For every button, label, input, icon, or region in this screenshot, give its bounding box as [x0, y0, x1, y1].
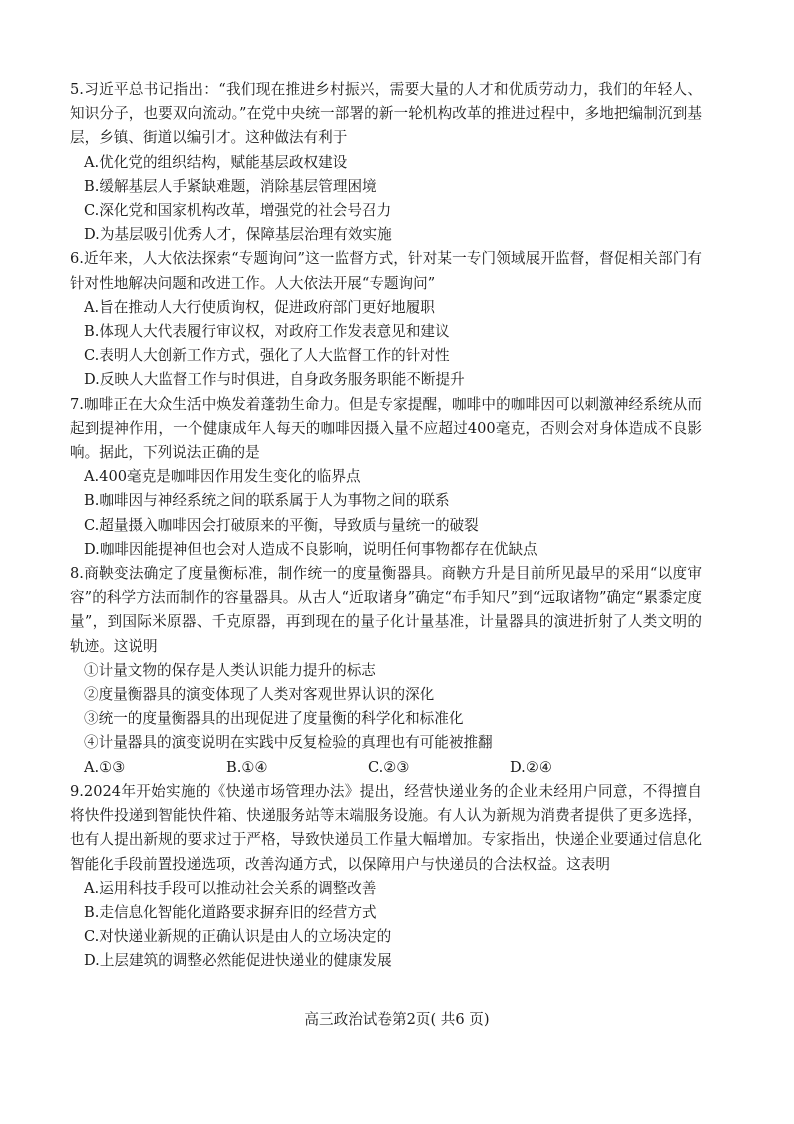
statement-2: ②度量衡器具的演变体现了人类对客观世界认识的深化: [84, 686, 435, 704]
option-b: B.咖啡因与神经系统之间的联系属于人为事物之间的联系: [84, 492, 450, 510]
option-c: C.表明人大创新工作方式，强化了人大监督工作的针对性: [84, 347, 450, 365]
option-a: A.400毫克是咖啡因作用发生变化的临界点: [84, 468, 361, 486]
question-6: [70, 247, 702, 392]
option-a: A.运用科技手段可以推动社会关系的调整改善: [84, 879, 377, 897]
option-b: B.①④: [226, 758, 268, 776]
option-a: A.①③: [84, 758, 126, 776]
option-b: B.走信息化智能化道路要求摒弃旧的经营方式: [84, 903, 377, 921]
option-c: C.深化党和国家机构改革，增强党的社会号召力: [84, 202, 392, 220]
option-c: C.②③: [368, 758, 410, 776]
option-d: D.反映人大监督工作与时俱进，自身政务服务职能不断提升: [84, 371, 465, 389]
question-7: [70, 393, 702, 562]
statement-3: ③统一的度量衡器具的出现促进了度量衡的科学化和标准化: [84, 710, 464, 728]
option-b: B.缓解基层人手紧缺难题，消除基层管理困境: [84, 177, 377, 195]
option-row: [70, 756, 702, 780]
statement-1: ①计量文物的保存是人类认识能力提升的标志: [84, 661, 376, 679]
question-stem: 8.商鞅变法确定了度量衡标准，制作统一的度量衡器具。商鞅方升是目前所见最早的采用“以度审容”的科学方法而制作的容量器具。从古人“近取诸身”确定“布手知尺”到“远取诸物”确定“累黍定度量”，到国际米原器、千克原器，再到现在的量子化计量基准，计量器具的演进折射了人类文明的轨迹。这说明: [70, 565, 702, 655]
question-stem: 5.习近平总书记指出：“我们现在推进乡村振兴，需要大量的人才和优质劳动力，我们的年轻人、知识分子，也要双向流动。”在党中央统一部署的新一轮机构改革的推进过程中，多地把编制沉到基层，乡镇、街道以编引才。这种做法有利于: [70, 81, 702, 147]
option-a: A.优化党的组织结构，赋能基层政权建设: [84, 153, 348, 171]
page-footer: 高三政治试卷第2页( 共6 页): [304, 1011, 490, 1028]
option-c: C.超量摄入咖啡因会打破原来的平衡，导致质与量统一的破裂: [84, 516, 479, 534]
statement-4: ④计量器具的演变说明在实践中反复检验的真理也有可能被推翻: [84, 734, 493, 752]
option-d: D.②④: [510, 758, 552, 776]
question-stem: 6.近年来，人大依法探索“专题询问”这一监督方式，针对某一专门领域展开监督，督促相关部门有针对性地解决问题和改进工作。人大依法开展“专题询问”: [70, 250, 702, 292]
option-a: A.旨在推动人大行使质询权，促进政府部门更好地履职: [84, 298, 435, 316]
question-9: [70, 780, 702, 974]
question-stem: 7.咖啡正在大众生活中焕发着蓬勃生命力。但是专家提醒，咖啡中的咖啡因可以刺激神经系统从而起到提神作用，一个健康成年人每天的咖啡因摄入量不应超过400毫克，否则会对身体造成不良影响。据此，下列说法正确的是: [70, 395, 702, 462]
question-stem: 9.2024年开始实施的《快递市场管理办法》提出，经营快递业务的企业未经用户同意，不得擅自将快件投递到智能快件箱、快递服务站等末端服务设施。有人认为新规为消费者提供了更多选择，也有人提出新规的要求过于严格，导致快递员工作量大幅增加。专家指出，快递企业要通过信息化智能化手段前置投递选项，改善沟通方式，以保障用户与快递员的合法权益。这表明: [70, 782, 702, 873]
option-b: B.体现人大代表履行审议权，对政府工作发表意见和建议: [84, 323, 450, 341]
option-d: D.咖啡因能提神但也会对人造成不良影响，说明任何事物都存在优缺点: [84, 540, 538, 558]
option-d: D.上层建筑的调整必然能促进快递业的健康发展: [84, 952, 392, 970]
question-5: [70, 78, 702, 247]
option-d: D.为基层吸引优秀人才，保障基层治理有效实施: [84, 226, 392, 244]
question-8: [70, 562, 702, 780]
option-c: C.对快递业新规的正确认识是由人的立场决定的: [84, 928, 392, 946]
